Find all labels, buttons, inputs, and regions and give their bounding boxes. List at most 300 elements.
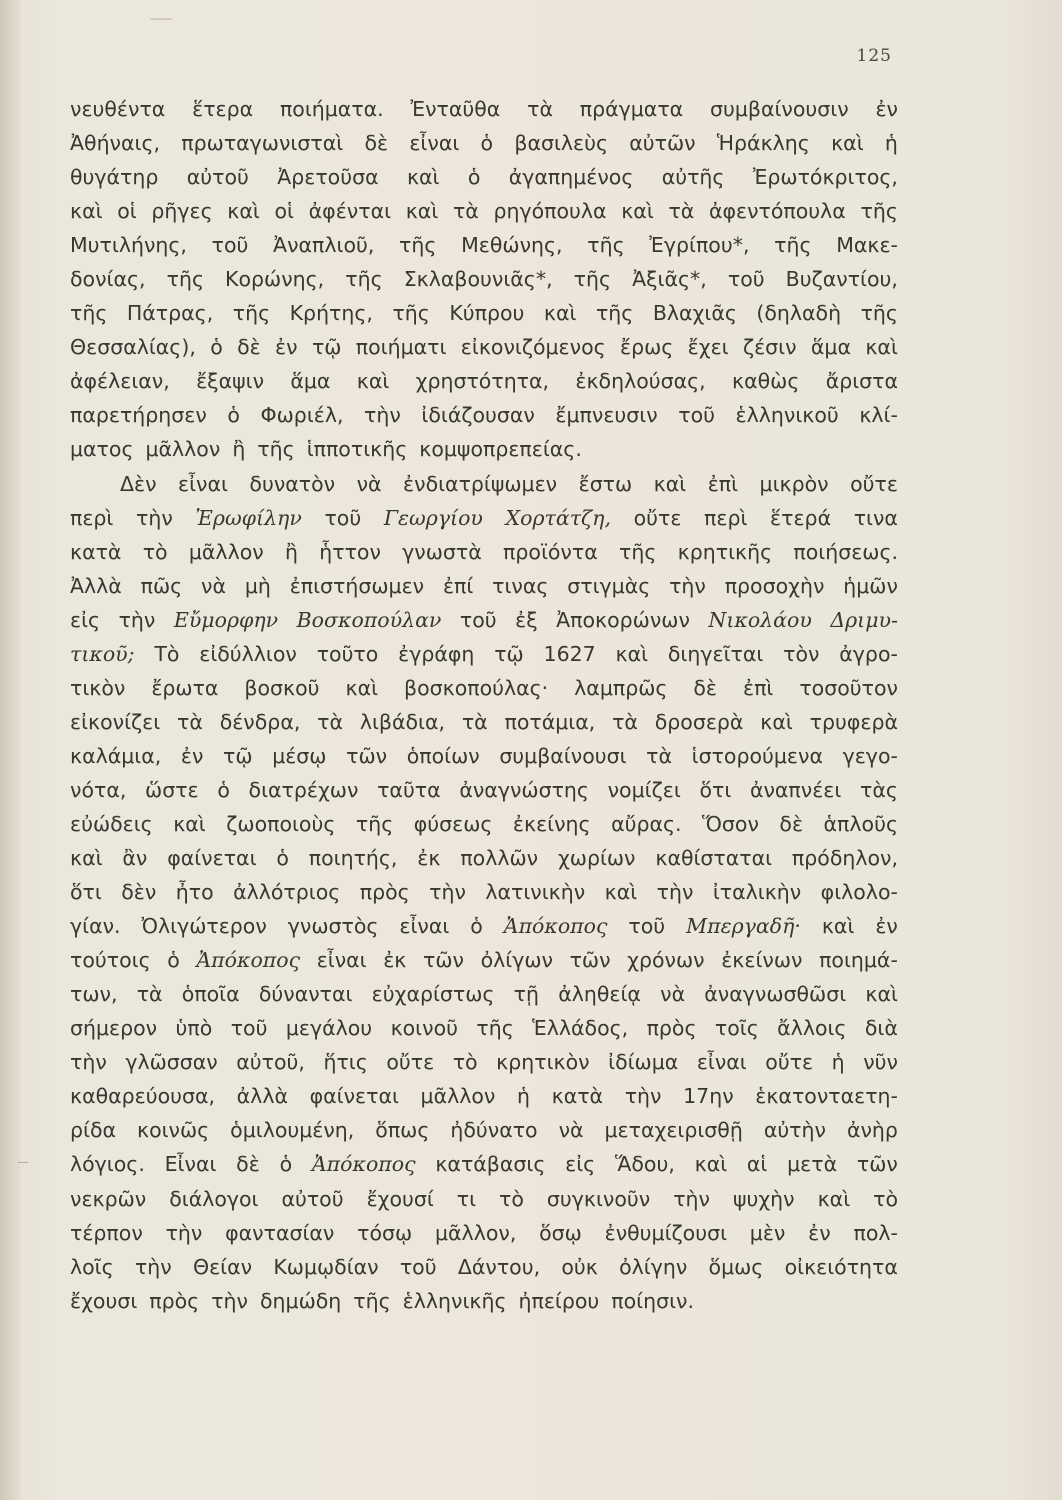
word: πρὸς (149, 1288, 200, 1313)
word: χωρίων (557, 846, 636, 871)
word: ὁ (227, 403, 240, 428)
word: ἐν (180, 743, 204, 768)
word: ἕτερα (192, 97, 254, 121)
word: πρὸς (359, 880, 410, 905)
word: τῆς (399, 233, 437, 258)
word: καὶ (821, 914, 855, 939)
word: δημώδη (260, 1288, 342, 1313)
word: καὶ (653, 471, 687, 496)
word: ὅτι (699, 777, 732, 802)
word: κοινοῦ (390, 1016, 458, 1041)
word: καθίσταται (655, 846, 773, 871)
word: τῆς (573, 267, 612, 292)
word: τὰ (461, 709, 488, 734)
word: ὁ (217, 777, 230, 802)
word: ὅπως (375, 1118, 430, 1143)
word: βοσκοῦ (244, 675, 320, 700)
word: Κύπρου (449, 301, 525, 326)
word: τὸν (783, 641, 820, 666)
word: ρῆγες (151, 199, 213, 224)
word: ἰδιάζουσαν (421, 403, 535, 428)
word: ἦτο (175, 880, 214, 905)
word: τὴν (70, 1050, 107, 1075)
word: τούτοις (70, 948, 151, 973)
word: κατάβασις (435, 1152, 546, 1177)
word: διάλογοι (169, 1186, 259, 1211)
word: ἐν (275, 335, 298, 360)
word: μετὰ (787, 1152, 838, 1177)
word: τι (456, 1186, 477, 1211)
text-line (70, 909, 898, 943)
word: Μακε- (836, 233, 898, 258)
word: πῶς (140, 573, 183, 598)
word: καθὼς (732, 369, 800, 394)
word: δὲ (779, 811, 804, 836)
word: δονίας, (70, 267, 146, 292)
word: καλάμια, (70, 743, 162, 768)
word: ἄλλοις (777, 1016, 847, 1041)
word: ταῦτα (377, 777, 441, 802)
text-line (70, 603, 898, 637)
word: Εὔμορφην (173, 607, 279, 632)
word: ζέσιν (742, 335, 797, 360)
word: ἐκ (383, 948, 407, 973)
word: διατρέχων (248, 777, 359, 802)
word: τῶν (423, 948, 464, 973)
word: φιλολο- (820, 880, 898, 905)
word: ἀλλὰ (236, 1084, 288, 1109)
word: ἢ (232, 437, 246, 462)
word: τρυφερὰ (809, 709, 898, 734)
page-number: 125 (856, 46, 892, 66)
word: ἐπιστήσωμεν (289, 573, 425, 598)
word: ὅμως (708, 1254, 764, 1279)
word: τοῦ (211, 233, 249, 258)
word: περὶ (70, 505, 114, 530)
word: μὲν (749, 1220, 786, 1245)
word: ὁ (480, 131, 494, 156)
word: 17ην (683, 1084, 734, 1109)
word: ἀλλότριος (233, 880, 341, 905)
word: τῶν (346, 743, 388, 768)
word: εἰς (70, 607, 101, 632)
word: Ἀπόκοπος (311, 1152, 416, 1177)
word: τοῦ (459, 607, 497, 632)
word: πρωταγωνισταὶ (181, 131, 344, 156)
word: Γεωργίου (383, 505, 483, 530)
word: ἔστω (578, 471, 633, 496)
word: φαίνεται (309, 1084, 399, 1109)
word: τῆς (345, 267, 383, 292)
word: ἐπὶ (742, 675, 774, 700)
word: νὰ (660, 982, 686, 1007)
word: ὑπὸ (175, 1016, 213, 1041)
word: τῆς (860, 199, 898, 224)
word: ἀναγνωσθῶσι (704, 982, 847, 1007)
text-line (70, 943, 898, 977)
word: γλῶσσαν (125, 1050, 218, 1075)
word: Κρήτης, (289, 301, 373, 326)
word: Ἡράκλης (716, 131, 810, 156)
word: ποιήματι (355, 335, 447, 360)
word: δὲ (237, 335, 261, 360)
word: τὸ (873, 1186, 898, 1211)
word: ἕτερά (770, 505, 832, 530)
word: ὁ (210, 335, 223, 360)
word: καὶ (405, 199, 439, 224)
word: ἢ (284, 539, 298, 564)
word: προσοχὴν (724, 573, 825, 598)
word: οὐκ (561, 1254, 598, 1279)
word: καὶ (621, 199, 654, 224)
word: δὲ (364, 131, 389, 156)
word: Πάτρας, (126, 301, 214, 326)
word: Εἶναι (164, 1152, 217, 1177)
word: μεταχειρισθῇ (604, 1118, 743, 1143)
text-line (70, 228, 898, 262)
word: οἰκειότητα (784, 1254, 898, 1279)
word: Ὅσον (702, 811, 759, 836)
word: τὰ (317, 709, 344, 734)
word: πράγματα (579, 97, 684, 121)
text-line (70, 841, 898, 875)
text-line (70, 432, 898, 466)
word: ἡ (884, 131, 898, 156)
word: Μπεργαδῆ· (686, 914, 801, 939)
word: Κωμῳδίαν (273, 1254, 379, 1279)
word: μᾶλλον, (435, 1220, 517, 1245)
word: καὶ (345, 675, 379, 700)
word: ἡμῶν (843, 573, 898, 598)
word: ὁ (276, 846, 289, 871)
word: τῷ (223, 743, 253, 768)
page-gutter (0, 0, 20, 1500)
word: οὔτε (850, 471, 898, 496)
word: ἀφέλειαν, (70, 369, 170, 394)
word: καὶ (817, 1186, 851, 1211)
text-line (70, 875, 898, 909)
word: ἐπὶ (707, 471, 739, 496)
word: οἱ (274, 199, 294, 224)
word: νομίζει (607, 777, 681, 802)
text-line (70, 1079, 898, 1113)
text-line (70, 1011, 898, 1045)
word: ὁμιλουμένη, (230, 1118, 355, 1143)
word: ὁ (279, 1152, 293, 1177)
word: ἀνὴρ (846, 1118, 898, 1143)
word: τῷ (311, 335, 342, 360)
word: ὁ (470, 914, 483, 939)
word: ἧττον (319, 539, 381, 564)
word: αὐτοῦ (281, 1186, 344, 1211)
text-line (70, 705, 898, 739)
text-line (70, 330, 898, 364)
word: τὸ (452, 1050, 478, 1075)
word: πρόδηλον, (791, 846, 898, 871)
paper-mark (150, 18, 172, 20)
word: μὴ (244, 573, 271, 598)
word: ὀλίγην (619, 1254, 688, 1279)
word: Ἀναπλιοῦ, (273, 233, 375, 258)
word: διὰ (864, 1016, 898, 1041)
word: ἐκ (417, 846, 441, 871)
word: θυγάτηρ (70, 165, 159, 190)
word: ἔξαψιν (196, 369, 265, 394)
word: Ἀλλὰ (70, 573, 122, 598)
word: Ἀποκορώνων (556, 607, 690, 632)
word: ἀναγνώστης (459, 777, 589, 802)
word: μέσῳ (272, 743, 327, 768)
word: τῆς (257, 437, 295, 462)
word: ἅμα (290, 369, 331, 394)
word: καὶ (227, 199, 260, 224)
word: ἀφεντόπουλα (708, 199, 846, 224)
word: ἐνδιατρίψωμεν (403, 471, 558, 496)
word: Ἀπόκοπος (196, 948, 301, 973)
word: αὐτῶν (629, 131, 696, 156)
word: τὰ (527, 97, 553, 121)
word: Δάντου, (457, 1254, 541, 1279)
word: καὶ (70, 199, 103, 224)
word: λόγιος. (70, 1152, 145, 1177)
word: ἐξ (515, 607, 538, 632)
word: μᾶλλον (188, 539, 264, 564)
word: δένδρα, (219, 709, 301, 734)
word: οὔτε (386, 1050, 435, 1075)
word: συγκινοῦν (546, 1186, 651, 1211)
word: ποιημά- (819, 948, 898, 973)
word: τὰ (452, 199, 479, 224)
word: οὔτε (765, 1050, 814, 1075)
word: κομψοπρεπείας. (419, 437, 582, 462)
word: ποιήσεως. (793, 539, 898, 564)
word: αὐτοῦ, (236, 1050, 305, 1075)
word: Δριμυ- (830, 607, 898, 632)
text-line (70, 126, 898, 160)
word: ἑκατονταετη- (755, 1084, 898, 1109)
word: ὁ (467, 165, 481, 190)
word: Ὀλιγώτερον (141, 914, 267, 939)
word: ἔχουσι (70, 1288, 138, 1313)
text-line (70, 671, 898, 705)
word: ματος (70, 437, 134, 462)
word: νευθέντα (70, 97, 166, 121)
text-line (70, 1113, 898, 1147)
text-line (70, 535, 898, 569)
word: ρίδα (70, 1118, 117, 1143)
word: ἀληθείᾳ (558, 982, 641, 1007)
word: μεγάλου (285, 1016, 373, 1041)
text-line (70, 296, 898, 330)
word: ἱπποτικῆς (306, 437, 408, 462)
word: εἶναι (178, 471, 228, 496)
word: Δὲν (120, 471, 157, 496)
word: νὰ (558, 1118, 584, 1143)
text-line (70, 1284, 898, 1318)
word: καὶ (865, 335, 898, 360)
word: οἱ (117, 199, 137, 224)
word: τὴν (136, 505, 173, 530)
word: ὅσῳ (539, 1220, 582, 1245)
word: Μεθώνης, (461, 233, 563, 258)
text-line (70, 501, 898, 535)
word: τῆς (619, 539, 657, 564)
word: εὐχαρίστως (371, 982, 495, 1007)
word: ὁποίων (406, 743, 480, 768)
word: εἶναι (399, 914, 450, 939)
word: τῆς (476, 1016, 514, 1041)
word: πολλῶν (460, 846, 539, 871)
word: τὰ (177, 709, 203, 734)
word: οὔτε (633, 505, 682, 530)
word: νὰ (201, 573, 226, 598)
word: τῆς (70, 301, 108, 326)
word: τὰ (668, 199, 695, 224)
word: τῆς (232, 301, 271, 326)
word: Χορτάτζη, (505, 505, 611, 530)
word: τὰ (136, 982, 163, 1007)
word: καὶ (865, 982, 898, 1007)
word: ἀφένται (308, 199, 392, 224)
word: κρητικῆς (677, 539, 773, 564)
word: ἐκείνων (721, 948, 803, 973)
word: ἠπείρου (518, 1288, 600, 1313)
word: τοῦ (678, 403, 715, 428)
word: φαντασίαν (225, 1220, 335, 1245)
word: αὐτοῦ (186, 165, 249, 190)
word: εὐώδεις (70, 811, 153, 836)
word: τοῦτο (316, 641, 379, 666)
text-line (70, 1182, 898, 1216)
word: εἰκονίζει (70, 709, 161, 734)
word: ρηγόπουλα (493, 199, 607, 224)
word: τῇ (513, 982, 539, 1007)
word: ἅμα (810, 335, 851, 360)
word: ποιήματα. (279, 97, 384, 121)
word: λατινικὴν (485, 880, 586, 905)
word: καὶ (694, 1152, 728, 1177)
word: τινα (853, 505, 898, 530)
text-line (70, 160, 898, 194)
word: λοῖς (70, 1254, 114, 1279)
word: Τὸ (154, 641, 180, 666)
word: ἐκδηλούσας, (575, 369, 706, 394)
word: ἱστορούμενα (691, 743, 823, 768)
word: εἰδύλλιον (199, 641, 297, 666)
word: τινας (492, 573, 549, 598)
word: ἑλληνικῆς (402, 1288, 507, 1313)
word: εἶναι (696, 1050, 747, 1075)
word: ἰδίωμα (608, 1050, 679, 1075)
text-line (70, 569, 898, 603)
word: ποίησιν. (611, 1288, 694, 1313)
text-line (70, 1045, 898, 1079)
word: χρόνων (627, 948, 705, 973)
word: καὶ (70, 846, 103, 871)
word: τὴν (364, 403, 401, 428)
word: ἔχει (687, 335, 729, 360)
word: γνωστὰ (402, 539, 482, 564)
word: γεγο- (842, 743, 898, 768)
word: χρηστότητα, (415, 369, 550, 394)
text-line (70, 262, 898, 296)
word: γνωστὸς (287, 914, 379, 939)
word: τὴν (429, 880, 466, 905)
word: εἶναι (409, 131, 460, 156)
word: μᾶλλον (145, 437, 221, 462)
word: ἔχουσί (366, 1186, 434, 1211)
word: Ἐρωφίλην (195, 505, 302, 530)
word: ὀλίγων (480, 948, 553, 973)
word: συμβαίνουσι (499, 743, 627, 768)
word: πρὸς (646, 1016, 697, 1041)
word: ὁποῖα (181, 982, 240, 1007)
word: Ἀθήναις, (70, 131, 161, 156)
word: (δηλαδὴ (756, 301, 842, 326)
word: ἁπλοῦς (823, 811, 898, 836)
word: ἐκείνης (512, 811, 591, 836)
word: Ἐρωτόκριτος, (752, 165, 898, 190)
word: διηγεῖται (667, 641, 764, 666)
word: νεκρῶν (70, 1186, 147, 1211)
word: ἐνθυμίζουσι (604, 1220, 728, 1245)
word: τικοῦ; (70, 641, 135, 666)
word: τῆς (587, 233, 625, 258)
word: ποιητής, (308, 846, 398, 871)
word: ἀναπνέει (749, 777, 842, 802)
word: ἐν (875, 914, 898, 939)
word: τόσῳ (357, 1220, 413, 1245)
word: Κορώνης, (225, 267, 325, 292)
text-line (70, 364, 898, 398)
word: ἄριστα (825, 369, 898, 394)
word: καὶ (356, 369, 390, 394)
word: συμβαίνουσιν (709, 97, 849, 121)
word: ἐν (808, 1220, 831, 1245)
word: Θείαν (192, 1254, 253, 1279)
word: τοῦ (324, 505, 362, 530)
word: τῆς (595, 301, 634, 326)
word: αὔρας. (611, 811, 682, 836)
word: ψυχὴν (732, 1186, 795, 1211)
word: τὸ (142, 539, 168, 564)
word: Ἅδου, (614, 1152, 675, 1177)
text-line (70, 807, 898, 841)
word: καὶ (760, 709, 793, 734)
word: εἶναι (316, 948, 367, 973)
word: τῆς (353, 1288, 391, 1313)
word: τὴν (673, 1186, 710, 1211)
word: ἂν (122, 846, 148, 871)
word: τὴν (669, 573, 706, 598)
word: των, (70, 982, 118, 1007)
word: λαμπρῶς (574, 675, 668, 700)
word: Φωριέλ, (260, 403, 344, 428)
word: τοῦ (727, 267, 765, 292)
text-line (70, 92, 898, 126)
word: τὴν (211, 1288, 248, 1313)
word: ἰταλικὴν (712, 880, 802, 905)
word: ἐν (875, 97, 898, 121)
word: κατὰ (70, 539, 122, 564)
word: τῆς (355, 811, 394, 836)
word: ἀγαπημένος (508, 165, 634, 190)
word: τοῦ (230, 1016, 268, 1041)
word: κλί- (859, 403, 898, 428)
word: δὲ (693, 675, 718, 700)
word: τὰ (646, 743, 673, 768)
word: τῆς (860, 301, 898, 326)
